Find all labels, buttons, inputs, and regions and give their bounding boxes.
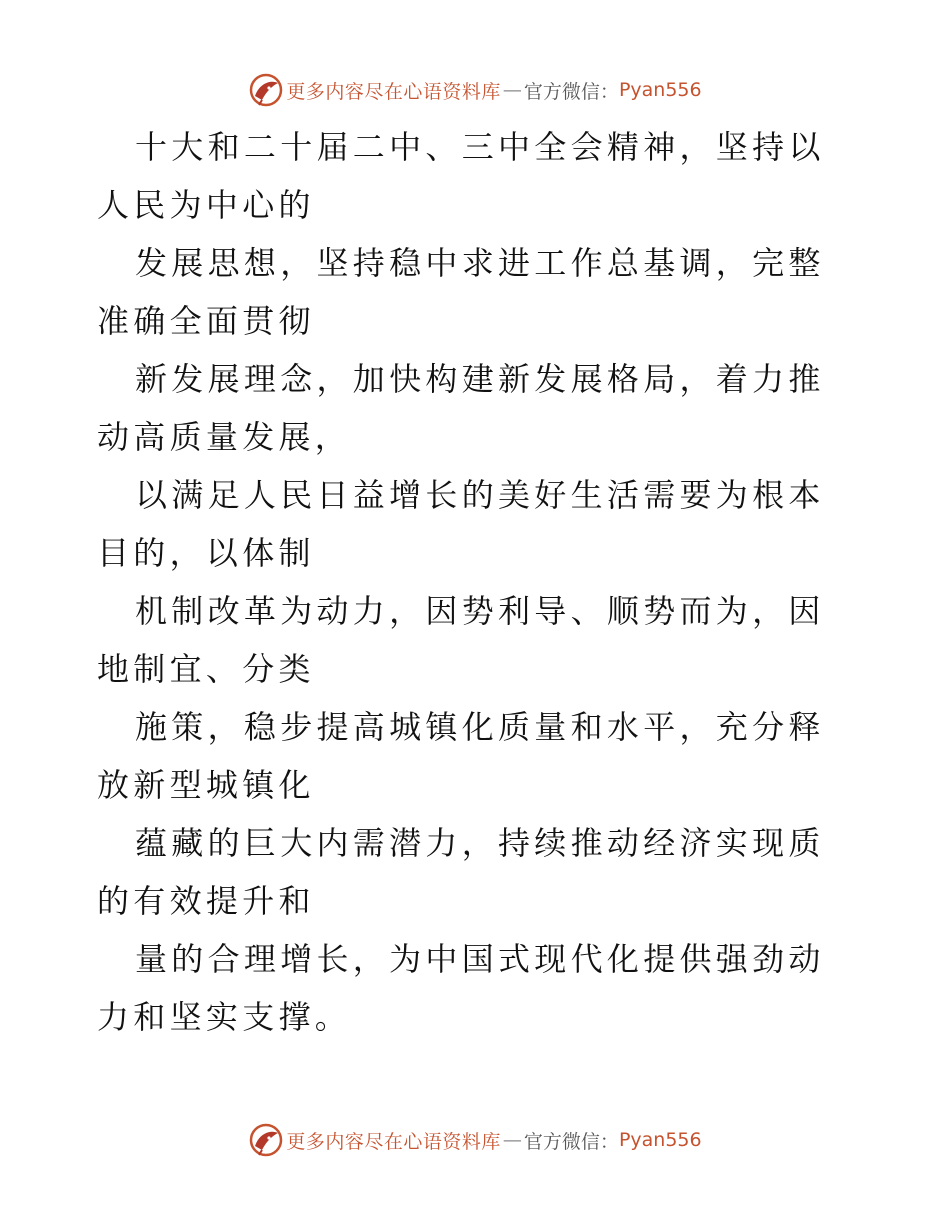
- paragraph-7: 蕴藏的巨大内需潜力，持续推动经济实现质的有效提升和: [97, 824, 825, 920]
- pen-nib-logo-icon: [248, 72, 284, 108]
- pen-nib-logo-icon: [248, 1122, 284, 1158]
- footer-brand-text: 更多内容尽在心语资料库: [286, 1130, 501, 1153]
- paragraph-4: 以满足人民日益增长的美好生活需要为根本目的，以体制: [97, 476, 825, 572]
- paragraph-1: 十大和二十届二中、三中全会精神，坚持以人民为中心的: [97, 128, 825, 224]
- footer-banner: [0, 1120, 950, 1160]
- footer-separator: —: [502, 1129, 522, 1151]
- paragraph-8: 量的合理增长，为中国式现代化提供强劲动力和坚实支撑。: [97, 940, 825, 1036]
- paragraph-3: 新发展理念，加快构建新发展格局，着力推动高质量发展，: [97, 360, 825, 456]
- document-body: [97, 118, 857, 1046]
- paragraph-6: 施策，稳步提高城镇化质量和水平，充分释放新型城镇化: [97, 708, 825, 804]
- paragraph-2: 发展思想，坚持稳中求进工作总基调，完整准确全面贯彻: [97, 244, 825, 340]
- paragraph-5: 机制改革为动力，因势利导、顺势而为，因地制宜、分类: [97, 592, 825, 688]
- header-separator: —: [502, 79, 522, 101]
- header-weixin-id: Pyan556: [618, 79, 702, 101]
- footer-weixin-label: 官方微信：: [523, 1130, 619, 1153]
- header-weixin-label: 官方微信：: [523, 80, 619, 103]
- footer-weixin-id: Pyan556: [618, 1129, 702, 1151]
- header-brand-text: 更多内容尽在心语资料库: [286, 80, 501, 103]
- header-banner: [0, 70, 950, 110]
